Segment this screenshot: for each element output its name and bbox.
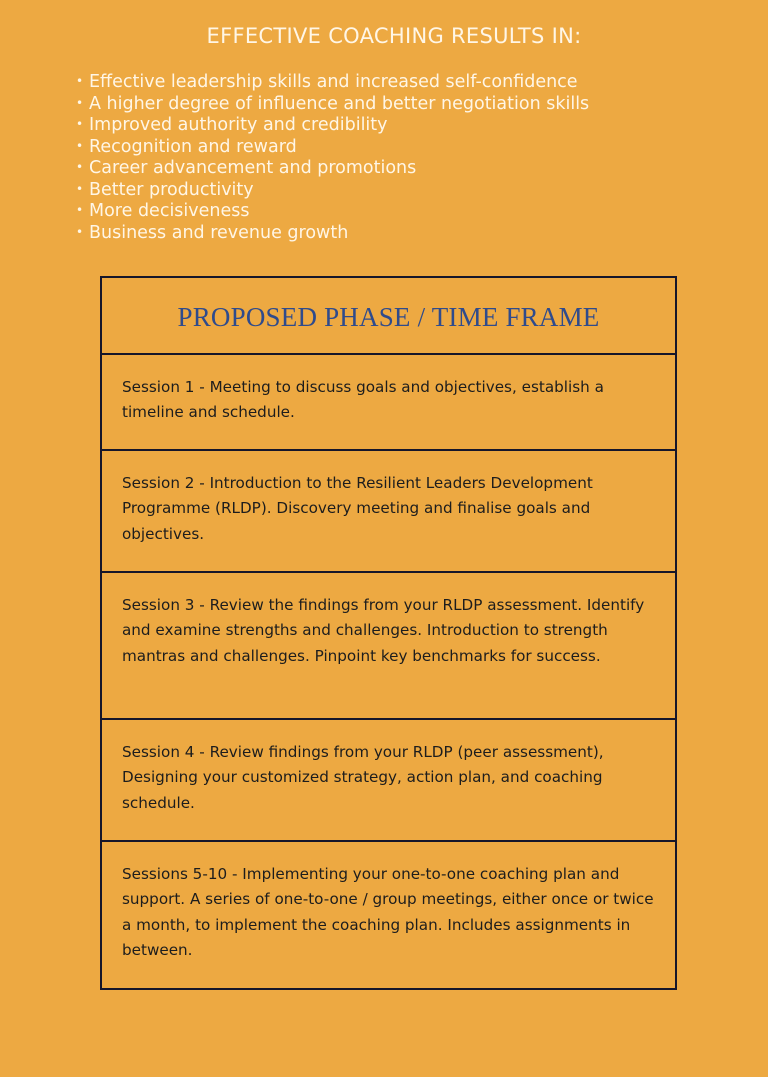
table-row	[102, 718, 675, 842]
table-header-row	[102, 278, 675, 355]
list-item	[76, 179, 589, 201]
phase-table	[100, 276, 677, 990]
list-item	[76, 136, 589, 158]
table-title: PROPOSED PHASE / TIME FRAME	[177, 301, 600, 332]
list-item	[76, 71, 589, 93]
table-row	[102, 449, 675, 573]
bullet-icon: •	[76, 160, 84, 174]
list-item-text: Recognition and reward	[89, 136, 297, 157]
page-heading: EFFECTIVE COACHING RESULTS IN:	[206, 24, 582, 48]
list-item	[76, 222, 589, 244]
list-item-text: Improved authority and credibility	[89, 115, 388, 135]
bullet-icon: •	[76, 117, 84, 131]
table-row	[102, 840, 675, 987]
list-item-text: Career advancement and promotions	[89, 158, 417, 178]
bullet-icon: •	[76, 95, 84, 110]
bullet-icon: •	[76, 224, 84, 239]
results-list	[76, 71, 589, 243]
bullet-icon: •	[76, 203, 84, 217]
list-item-text: A higher degree of influence and better negotiation skills	[89, 93, 590, 114]
list-item-text: More decisiveness	[89, 201, 250, 221]
list-item-text: Business and revenue growth	[89, 222, 349, 243]
session-3-text: Session 3 - Review the findings from your RLDP assessment. Identify and examine strengths and challenges. Introduction to strength mantras and challenges. Pinpoint key benchmarks for success.	[122, 596, 645, 665]
list-item	[76, 93, 589, 115]
list-item	[76, 157, 589, 179]
list-item-text: Effective leadership skills and increased self-confidence	[89, 72, 578, 92]
table-row	[102, 571, 675, 720]
list-item-text: Better productivity	[89, 179, 254, 200]
session-4-text: Session 4 - Review findings from your RLDP (peer assessment), Designing your customized strategy, action plan, and coaching schedule.	[122, 743, 604, 812]
list-item	[76, 114, 589, 136]
session-2-text: Session 2 - Introduction to the Resilient Leaders Development Programme (RLDP). Discovery meeting and finalise goals and objectives.	[122, 474, 593, 543]
session-5-10-text: Sessions 5-10 - Implementing your one-to-one coaching plan and support. A series of one-to-one / group meetings, either once or twice a month, to implement the coaching plan. Includes assignments in between.	[122, 865, 654, 959]
bullet-icon: •	[76, 74, 84, 88]
bullet-icon: •	[76, 138, 84, 153]
list-item	[76, 200, 589, 222]
table-row	[102, 353, 675, 451]
session-1-text: Session 1 - Meeting to discuss goals and objectives, establish a timeline and schedule.	[122, 378, 604, 422]
bullet-icon: •	[76, 181, 84, 196]
